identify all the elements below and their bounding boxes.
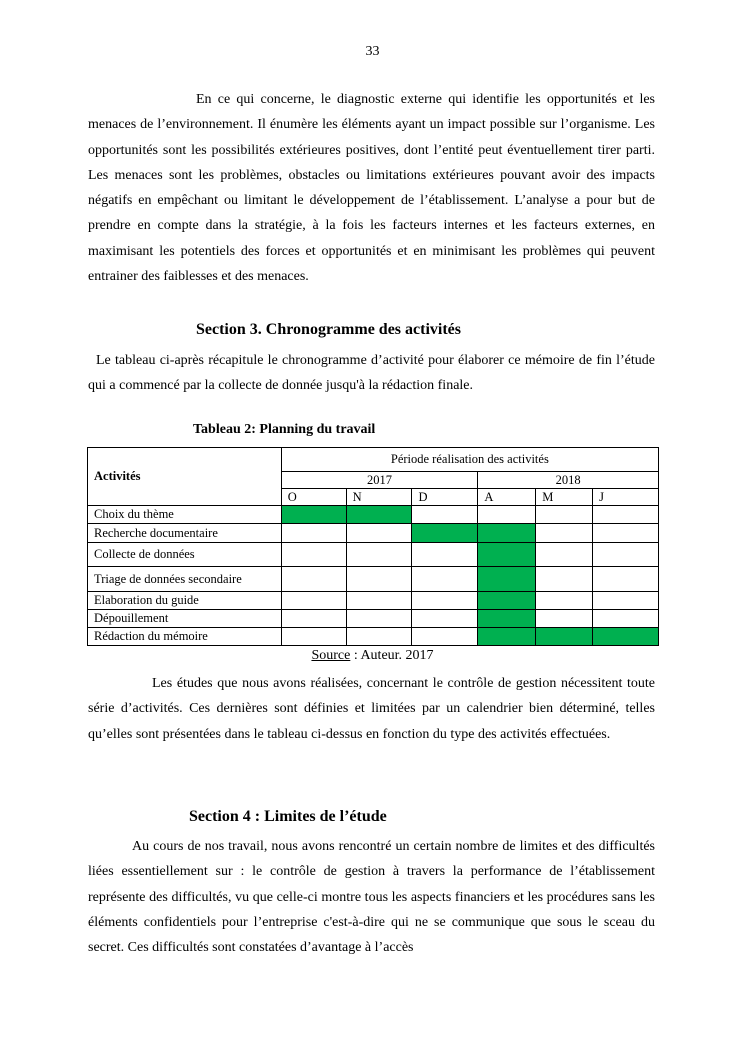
month-header: O: [281, 489, 346, 506]
schedule-cell: [536, 524, 593, 543]
table-row: [88, 610, 659, 628]
schedule-cell-filled: [346, 506, 412, 524]
section-4-heading: Section 4 : Limites de l’étude: [189, 808, 387, 825]
schedule-cell: [346, 628, 412, 646]
section-3-heading: Section 3. Chronogramme des activités: [196, 321, 461, 338]
table-row: [88, 567, 659, 592]
schedule-cell: [536, 610, 593, 628]
table-row: [88, 592, 659, 610]
month-header: M: [536, 489, 593, 506]
schedule-cell: [281, 567, 346, 592]
paragraph-external-diagnosis: En ce qui concerne, le diagnostic externe qui identifie les opportunités et les menaces de l’environnement. Il énumère les éléments ayant un impact possible sur l’organisme. Les opportunités sont les possibilités extérieures positives, dont l’entité peut éventuellement tirer parti. Les menaces sont les problèmes, obstacles ou limitations extérieures pouvant avoir des impacts négatifs en empêchant ou limitant le développement de l’établissement. L’analyse a pour but de prendre en compte dans la stratégie, à la fois les facteurs internes et les facteurs externes, en maximisant les potentiels des forces et opportunités et en minimisant les problèmes qui peuvent entrainer des faiblesses et des menaces.: [88, 92, 655, 285]
month-header: D: [412, 489, 478, 506]
schedule-cell: [412, 567, 478, 592]
activity-label: Recherche documentaire: [88, 524, 282, 543]
page-number: 33: [365, 44, 380, 59]
schedule-cell: [412, 592, 478, 610]
schedule-cell: [593, 610, 659, 628]
schedule-cell: [281, 592, 346, 610]
schedule-cell: [281, 524, 346, 543]
year-2017-header: 2017: [281, 472, 478, 489]
schedule-cell: [536, 506, 593, 524]
activity-label: Triage de données secondaire: [88, 567, 282, 592]
schedule-cell-filled: [478, 592, 536, 610]
paragraph-limits: Au cours de nos travail, nous avons rencontré un certain nombre de limites et des difficultés liées essentiellement sur : le contrôle de gestion à travers la performance de l’établissement représente des difficultés, vu que celle-ci montre tous les aspects financiers et les procédures sans les éléments confidentiels pour l’entreprise c'est-à-dire qui ne se communique que sous le sceau du secret. Ces difficultés sont constatées d’avantage à l’accès: [88, 839, 655, 956]
schedule-cell-filled: [478, 567, 536, 592]
schedule-cell: [281, 543, 346, 567]
schedule-cell: [536, 592, 593, 610]
schedule-cell-filled: [593, 628, 659, 646]
schedule-cell: [593, 506, 659, 524]
schedule-cell: [346, 567, 412, 592]
period-header: Période réalisation des activités: [281, 448, 658, 472]
schedule-cell-filled: [478, 524, 536, 543]
table-caption: Tableau 2: Planning du travail: [193, 422, 376, 437]
schedule-cell: [593, 592, 659, 610]
table-row: [88, 543, 659, 567]
table-row: [88, 506, 659, 524]
schedule-cell: [346, 524, 412, 543]
schedule-cell-filled: [478, 543, 536, 567]
schedule-cell: [412, 628, 478, 646]
activities-header: Activités: [88, 448, 282, 506]
source-label: Source: [311, 648, 351, 663]
schedule-cell: [593, 543, 659, 567]
schedule-cell: [412, 506, 478, 524]
source-text: : Auteur. 2017: [350, 648, 434, 663]
schedule-cell-filled: [412, 524, 478, 543]
schedule-cell: [346, 610, 412, 628]
schedule-cell: [412, 610, 478, 628]
activity-label: Choix du thème: [88, 506, 282, 524]
schedule-cell: [281, 628, 346, 646]
paragraph-table-intro: Le tableau ci-après récapitule le chronogramme d’activité pour élaborer ce mémoire de fin l’étude qui a commencé par la collecte de donnée jusqu'à la rédaction finale.: [88, 353, 655, 394]
paragraph-studies: Les études que nous avons réalisées, concernant le contrôle de gestion nécessitent toute série d’activités. Ces dernières sont définies et limitées par un calendrier bien déterminé, telles qu’elles sont présentées dans le tableau ci-dessus en fonction du type des activités effectuées.: [88, 676, 655, 742]
table-row: [88, 524, 659, 543]
activity-label: Dépouillement: [88, 610, 282, 628]
table-source: [0, 648, 745, 664]
month-header: J: [593, 489, 659, 506]
table-row: [88, 628, 659, 646]
activity-label: Rédaction du mémoire: [88, 628, 282, 646]
schedule-cell: [478, 506, 536, 524]
activity-label: Elaboration du guide: [88, 592, 282, 610]
schedule-cell-filled: [536, 628, 593, 646]
schedule-cell: [281, 610, 346, 628]
planning-table: [87, 447, 659, 646]
activity-label: Collecte de données: [88, 543, 282, 567]
schedule-cell: [536, 543, 593, 567]
schedule-cell: [346, 592, 412, 610]
schedule-cell: [536, 567, 593, 592]
schedule-cell: [346, 543, 412, 567]
month-header: N: [346, 489, 412, 506]
schedule-cell-filled: [478, 610, 536, 628]
month-header: A: [478, 489, 536, 506]
schedule-cell: [593, 567, 659, 592]
schedule-cell: [593, 524, 659, 543]
schedule-cell-filled: [281, 506, 346, 524]
year-2018-header: 2018: [478, 472, 659, 489]
schedule-cell-filled: [478, 628, 536, 646]
schedule-cell: [412, 543, 478, 567]
